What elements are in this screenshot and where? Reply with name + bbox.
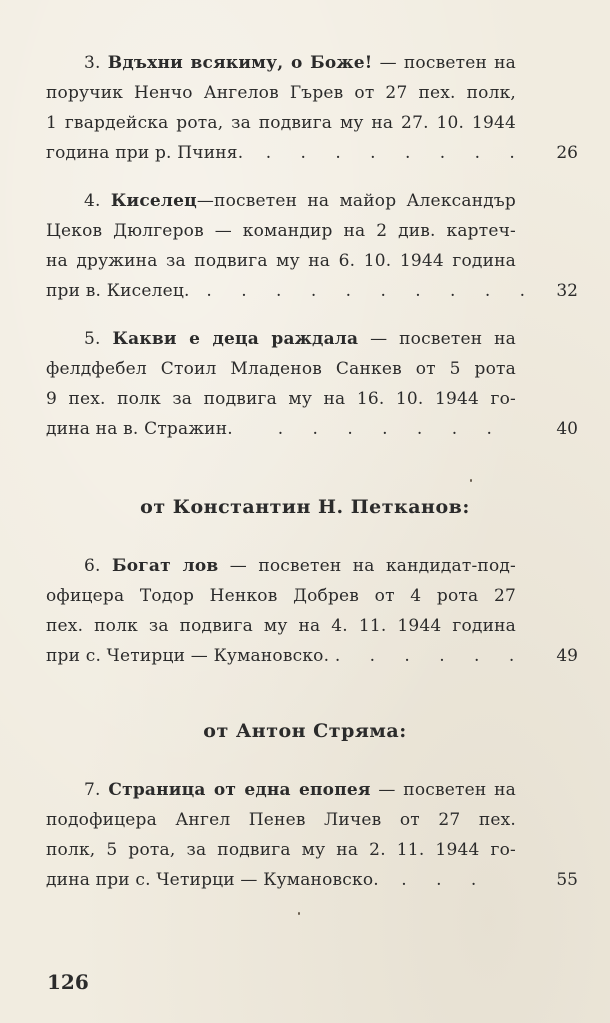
toc-entry[interactable] — [46, 48, 527, 168]
entry-text: — посветен на кандидат-под- — [218, 556, 517, 576]
entry-line: пех. полк за подвига му на 4. 11. 1944 година — [46, 616, 516, 636]
entry-line: 1 гвардейска рота, за подвига му на 27. 10. 1944 — [46, 113, 516, 133]
entry-line: на дружина за подвига му на 6. 10. 1944 година — [46, 251, 516, 271]
entry-text: при с. Четирци — Кумановско. — [46, 646, 330, 666]
entry-text: при в. Киселец. — [46, 281, 190, 301]
leader-dots: . . . . . . . — [277, 419, 504, 439]
entry-last-line — [46, 138, 527, 168]
leader-dots: . . . . . . . . . . — [206, 281, 538, 301]
leader-dots: . . . . . . . . — [265, 143, 527, 163]
entry-page-number: 40 — [556, 419, 578, 439]
entry-page-number: 32 — [556, 281, 578, 301]
entry-first-line — [46, 186, 516, 216]
entry-text: — посветен на — [372, 53, 517, 73]
toc-entry[interactable] — [46, 551, 527, 671]
entry-line: офицера Тодор Ненков Добрев от 4 рота 27 — [46, 586, 516, 606]
entry-line: Цеков Дюлгеров — командир на 2 див. картеч- — [46, 221, 516, 241]
entry-title: Страница от една епопея — [108, 780, 371, 800]
print-speck — [470, 479, 472, 482]
entry-last-line — [46, 276, 538, 306]
entry-page-number: 26 — [556, 143, 578, 163]
entry-page-number: 49 — [556, 646, 578, 666]
print-speck — [298, 912, 300, 915]
entry-page-number: 55 — [556, 870, 578, 890]
section-heading: от Константин Н. Петканов: — [140, 496, 470, 518]
entry-first-line — [46, 775, 516, 805]
entry-title: Вдъхни всякиму, о Боже! — [107, 53, 373, 73]
entry-line: поручик Ненчо Ангелов Гърев от 27 пех. полк, — [46, 83, 516, 103]
entry-number: 3. — [84, 53, 101, 73]
entry-text: — посветен на — [358, 329, 516, 349]
entry-number: 7. — [84, 780, 101, 800]
entry-line: 9 пех. полк за подвига му на 16. 10. 1944 го- — [46, 389, 516, 409]
entry-first-line — [46, 48, 516, 78]
entry-text: —посветен на майор Александър — [196, 191, 516, 211]
entry-title: Какви е деца раждала — [112, 329, 359, 349]
leader-dots: . . . . . . — [334, 646, 527, 666]
entry-line: подофицера Ангел Пенев Личев от 27 пех. — [46, 810, 516, 830]
entry-last-line — [46, 641, 527, 671]
entry-last-line — [46, 414, 516, 444]
entry-title: Киселец — [110, 191, 197, 211]
toc-entry[interactable] — [46, 186, 538, 306]
entry-text: — посветен на — [370, 780, 517, 800]
entry-title: Богат лов — [111, 556, 219, 576]
entry-number: 6. — [84, 556, 101, 576]
entry-last-line — [46, 865, 516, 895]
entry-text: година при р. Пчиня. — [46, 143, 244, 163]
toc-entry[interactable] — [46, 324, 516, 444]
entry-text: дина при с. Четирци — Кумановско. — [46, 870, 379, 890]
section-heading: от Антон Стряма: — [203, 720, 407, 742]
entry-first-line — [46, 551, 516, 581]
entry-line: фелдфебел Стоил Младенов Санкев от 5 рота — [46, 359, 516, 379]
entry-line: полк, 5 рота, за подвига му на 2. 11. 1944 го- — [46, 840, 516, 860]
entry-number: 5. — [84, 329, 101, 349]
toc-entry[interactable] — [46, 775, 516, 895]
entry-first-line — [46, 324, 516, 354]
leader-dots: . . . — [401, 870, 489, 890]
page-number: 126 — [47, 970, 89, 994]
entry-number: 4. — [84, 191, 101, 211]
entry-text: дина на в. Стражин. — [46, 419, 233, 439]
